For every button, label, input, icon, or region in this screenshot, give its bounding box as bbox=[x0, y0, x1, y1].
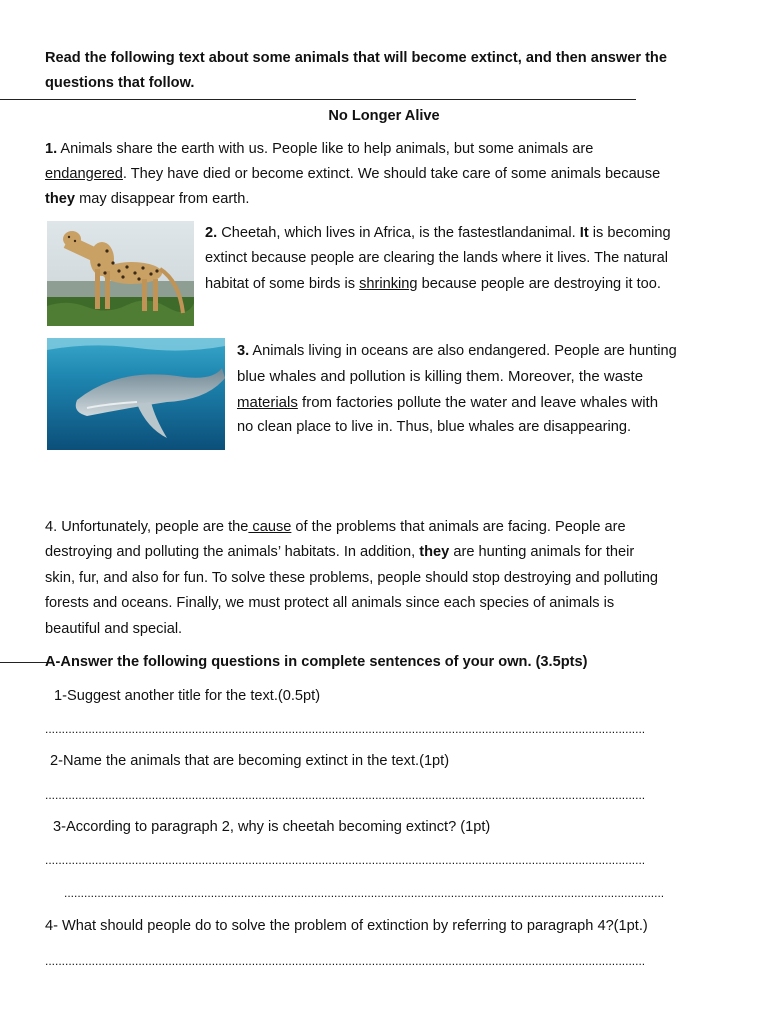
divider-top bbox=[0, 99, 636, 100]
question-3: 3-According to paragraph 2, why is cheetah becoming extinct? (1pt) bbox=[53, 819, 491, 835]
word-they-2: they bbox=[419, 544, 450, 560]
divider-section bbox=[0, 662, 48, 663]
paragraph-3-line-4: no clean place to live in. Thus, blue whales are disappearing. bbox=[237, 419, 632, 435]
section-a-text: A-Answer the following questions in complete sentences of your own. (3.5pts) bbox=[45, 654, 588, 670]
instructions-cont bbox=[45, 71, 194, 97]
word-endangered: endangered bbox=[45, 166, 123, 182]
paragraph-4-line-1: 4. Unfortunately, people are the bbox=[45, 519, 249, 535]
paragraph-3-number: 3. bbox=[237, 343, 250, 359]
paragraph-1-line-2: . They have died or become extinct. We should take care of some animals because bbox=[122, 166, 661, 182]
paragraph-4-line-4: forests and oceans. Finally, we must protect all animals since each species of animals is bbox=[45, 595, 615, 611]
paragraph-4-line-2: destroying and polluting the animals’ habitats. In addition, bbox=[45, 544, 420, 560]
paragraph-2-line-1: Cheetah, which lives in Africa, is the fastestlandanimal. bbox=[217, 225, 580, 241]
paragraph-4-line-2-end: are hunting animals for their bbox=[449, 544, 635, 560]
word-materials: materials bbox=[237, 394, 298, 411]
instructions bbox=[45, 46, 667, 72]
paragraph-2-number: 2. bbox=[205, 225, 218, 241]
question-4: 4- What should people do to solve the problem of extinction by referring to paragraph 4?(1pt.) bbox=[45, 918, 648, 934]
paragraph-1-line-1: Animals share the earth with us. People like to help animals, but some animals are bbox=[57, 141, 594, 157]
paragraph-2-line-1-end: is becoming bbox=[588, 225, 671, 241]
answer-line-2[interactable]: .................................................................................................................................................................................... bbox=[45, 788, 646, 802]
instructions-line-2: questions that follow. bbox=[45, 75, 195, 91]
question-2: 2-Name the animals that are becoming extinct in the text.(1pt) bbox=[50, 753, 450, 769]
paragraph-2-line-2: extinct because people are clearing the lands where it lives. The natural bbox=[205, 250, 668, 266]
paragraph-2-line-3-end: because people are destroying it too. bbox=[417, 276, 661, 292]
paragraph-4-line-3: skin, fur, and also for fun. To solve these problems, people should stop destroying and polluting bbox=[45, 570, 659, 586]
instructions-line-1: Read the following text about some animals that will become extinct, and then answer the bbox=[45, 50, 667, 66]
answer-line-3[interactable]: .................................................................................................................................................................................... bbox=[45, 853, 646, 867]
paragraph-2-line-3: habitat of some birds is bbox=[205, 276, 360, 292]
answer-line-3b[interactable]: .................................................................................................................................................................................... bbox=[64, 886, 665, 900]
paragraph-4-line-1-end: of the problems that animals are facing. People are bbox=[291, 519, 626, 535]
blue-whale-image bbox=[47, 338, 225, 450]
word-they-1: they bbox=[45, 191, 76, 207]
text-title-row bbox=[0, 104, 768, 130]
paragraph-1-line-3: may disappear from earth. bbox=[75, 191, 250, 207]
paragraph-3-line-1: Animals living in oceans are also endangered. People are hunting bbox=[249, 343, 677, 359]
answer-line-1[interactable]: .................................................................................................................................................................................... bbox=[45, 722, 646, 736]
paragraph-3-line-3: from factories pollute the water and leave whales with bbox=[297, 394, 659, 411]
word-it: It bbox=[579, 225, 589, 241]
paragraph-3-line-2: blue whales and pollution is killing them. Moreover, the waste bbox=[237, 368, 644, 385]
word-cause: cause bbox=[248, 519, 292, 535]
word-shrinking: shrinking bbox=[359, 276, 418, 292]
cheetah-image bbox=[47, 221, 194, 326]
paragraph-4-line-5: beautiful and special. bbox=[45, 621, 183, 637]
answer-line-4[interactable]: .................................................................................................................................................................................... bbox=[45, 954, 646, 968]
paragraph-1-number: 1. bbox=[45, 141, 58, 157]
question-1: 1-Suggest another title for the text.(0.5pt) bbox=[54, 688, 321, 704]
section-a-heading bbox=[45, 650, 587, 676]
text-title: No Longer Alive bbox=[328, 108, 440, 124]
